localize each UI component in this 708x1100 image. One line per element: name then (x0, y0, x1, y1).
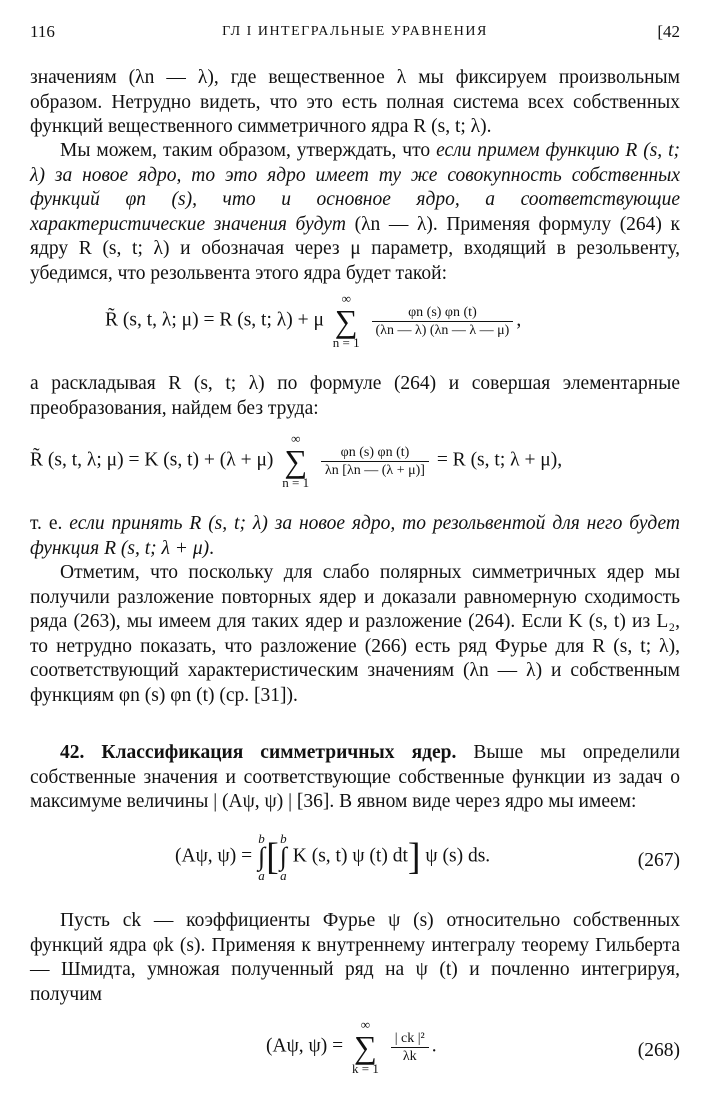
eq4-tail: . (431, 1035, 437, 1057)
paragraph-7: Пусть ck — коэффициенты Фурье ψ (s) относительно собственных функций ядра φk (s). Применяя к внутреннему интегралу теорему Гильберта — Шмидта, умножая полученный ряд на ψ (t) и почленно интегрируя, получим (30, 910, 680, 1005)
eq1-lhs: R̃ (s, t, λ; μ) = R (s, t; λ) + μ (105, 309, 324, 331)
p4-statement: если принять R (s, t; λ) за новое ядро, то резольвентой для него будет функция R (s, t; λ + μ) (30, 513, 680, 559)
paragraph-3: а раскладывая R (s, t; λ) по формуле (264) и совершая элементарные преобразования, найдем без труда: (30, 373, 680, 419)
p2-text-c: (λn — λ). Применяя формулу (264) к ядру R (s, t; λ) и обозначая через μ параметр, входящий в резольвенту, убедимся, что резольвента этого ядра будет такой: (30, 213, 680, 284)
eq3-inner-integral (280, 832, 287, 882)
right-bracket-icon: ] (407, 836, 421, 878)
eq1-sum (333, 292, 360, 350)
p4-text-a: т. е. (30, 513, 70, 534)
equation-267 (30, 832, 680, 894)
eq2-fraction (321, 444, 429, 479)
eq4-denominator: λk (402, 1048, 417, 1064)
page-number: 116 (30, 22, 55, 41)
eq4-numerator: | ck |² (391, 1030, 429, 1048)
eq1-denominator: (λn — λ) (λn — λ — μ) (375, 322, 510, 338)
eq2-lhs: R̃ (s, t, λ; μ) = K (s, t) + (λ + μ) (30, 449, 274, 471)
equation-1 (30, 292, 680, 362)
equation-268 (30, 1018, 680, 1088)
eq3-outer-bottom: a (258, 868, 265, 883)
eq2-numerator: φn (s) φn (t) (321, 444, 429, 462)
eq4-sum-bottom: k = 1 (351, 1061, 379, 1076)
eq1-numerator: φn (s) φn (t) (372, 304, 514, 322)
eq1-sum-top: ∞ (341, 291, 351, 306)
eq4-sum-top: ∞ (360, 1017, 371, 1032)
equation-2 (30, 432, 680, 502)
p4-text-c: . (209, 537, 215, 559)
eq4-sum (352, 1018, 379, 1076)
eq2-sum (282, 432, 309, 490)
eq3-outer-top: b (258, 831, 265, 846)
eq2-sum-bottom: n = 1 (282, 475, 310, 490)
eq3-inner-bottom: a (280, 868, 287, 883)
integral-icon: ∫ (279, 842, 287, 871)
eq1-fraction (372, 304, 514, 339)
eq2-denominator: λn [λn — (λ + μ)] (325, 462, 425, 478)
eq1-sum-bottom: n = 1 (332, 335, 360, 350)
p6-text: Выше мы определили собственные значения и соответствующие собственные функции из задач о максимуме величины | (Aψ, ψ) | [36]. В явном виде через ядро мы имеем: (30, 742, 680, 812)
section-number: [42 (657, 22, 680, 41)
integral-icon: ∫ (257, 842, 266, 871)
eq2-rhs: = R (s, t; λ + μ), (436, 449, 563, 471)
equation-number-267: (267) (637, 850, 680, 871)
sigma-icon: ∑ (284, 443, 308, 479)
p2-text-a: Мы можем, таким образом, утверждать, что (60, 140, 437, 161)
eq4-fraction (391, 1030, 429, 1065)
eq3-outer-integral (258, 832, 265, 882)
section-heading: 42. Классификация симметричных ядер. (60, 742, 457, 763)
eq1-tail: , (516, 309, 522, 331)
paragraph-1: значениям (λn — λ), где вещественное λ мы фиксируем произвольным образом. Нетрудно видеть, что это есть полная система всех собственных функций вещественного симметричного ядра R (s, t; λ). (30, 67, 680, 137)
p2-theorem: если примем функцию R (s, t; λ) за новое ядро, то это ядро имеет ту же совокупность собственных функций φn (s), что и основное ядро, а соответствующие характеристические значения будут (30, 140, 680, 235)
eq3-inner: K (s, t) ψ (t) dt (292, 845, 408, 867)
paragraph-4 (30, 512, 680, 561)
eq3-lhs: (Aψ, ψ) = (175, 845, 253, 867)
paragraph-6 (30, 741, 680, 815)
running-title: ГЛ I ИНТЕГРАЛЬНЫЕ УРАВНЕНИЯ (222, 24, 488, 39)
sigma-icon: ∑ (354, 1029, 377, 1065)
sigma-icon: ∑ (334, 303, 358, 339)
paragraph-2 (30, 139, 680, 286)
left-bracket-icon: [ (266, 836, 279, 878)
eq2-sum-top: ∞ (291, 431, 301, 446)
equation-number-268: (268) (637, 1040, 680, 1061)
eq3-tail: ψ (s) ds. (425, 845, 491, 867)
eq3-inner-top: b (280, 831, 287, 846)
eq4-lhs: (Aψ, ψ) = (266, 1035, 344, 1057)
page-header (30, 20, 680, 46)
paragraph-5: Отметим, что поскольку для слабо полярных симметричных ядер мы получили разложение повторных ядер и доказали равномерную сходимость ряда (263), мы имеем для таких ядер и разложение (264). Если K (s, t) из L₂, то нетрудно показать, что разложение (266) есть ряд Фурье для R (s, t; λ), соответствующий характеристическим значениям (λn — λ) и собственным функциям φn (s) φn (t) (ср. [31]). (30, 562, 680, 706)
